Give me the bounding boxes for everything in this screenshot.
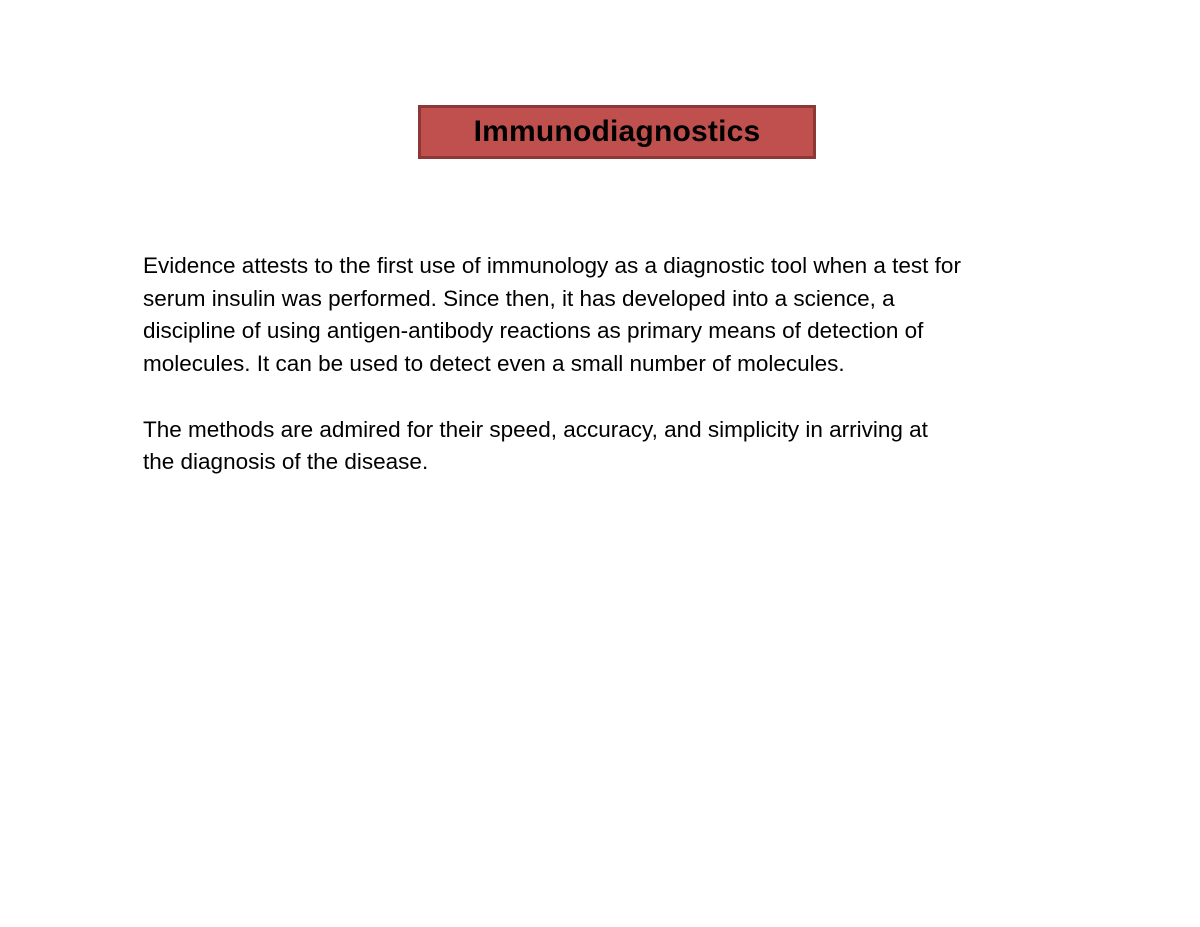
paragraph-2: The methods are admired for their speed, accuracy, and simplicity in arriving at the diagnosis of the disease. [143, 416, 928, 475]
slide-title: Immunodiagnostics [473, 115, 761, 148]
slide-body [143, 250, 1073, 479]
title-banner [418, 105, 816, 159]
paragraph-1: Evidence attests to the first use of immunology as a diagnostic tool when a test for serum insulin was performed. Since then, it has developed into a science, a discipline of using antigen-antibody reactions as primary means of detection of molecules. It can be used to detect even a small number of molecules. [143, 253, 961, 377]
